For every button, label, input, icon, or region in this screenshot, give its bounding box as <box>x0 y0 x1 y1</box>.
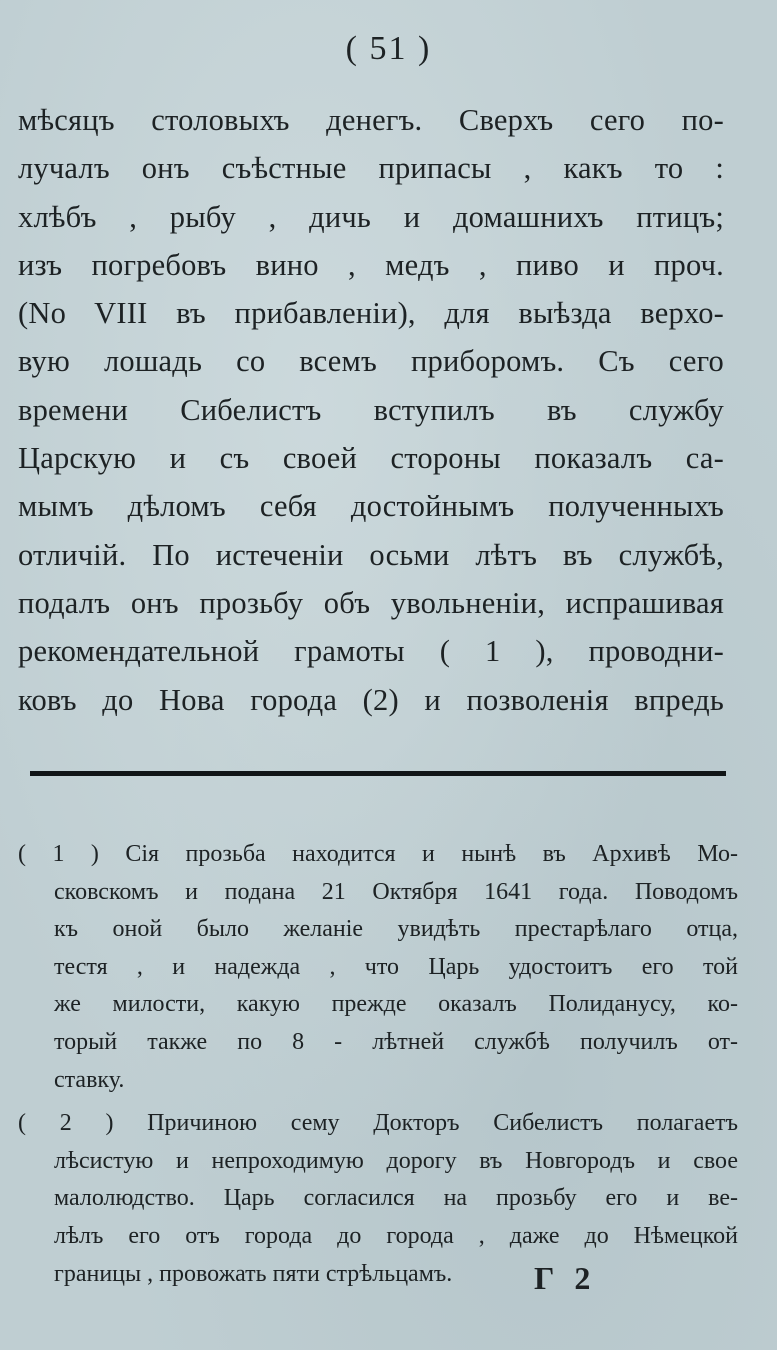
footnote-line: малолюдство. Царь согласился на прозьбу его и ве- <box>54 1185 738 1212</box>
footnote-line: ( 1 ) Сія прозьба находится и нынѣ въ Архивѣ Мо- <box>18 841 738 867</box>
page-number: ( 51 ) <box>345 30 432 67</box>
footnote-line: лѣлъ его отъ города до города , даже до Нѣмецкой <box>54 1222 738 1249</box>
footnote-line: лѣсистую и непроходимую дорогу въ Новгородъ и свое <box>54 1147 738 1174</box>
footnote-line: тестя , и надежда , что Царь удостоитъ его той <box>54 953 738 980</box>
footnote-2 <box>18 1105 738 1293</box>
main-text-line: мѣсяцъ столовыхъ денегъ. Сверхъ сего по- <box>18 103 724 137</box>
signature-mark: Г 2 <box>534 1260 597 1296</box>
footnote-line: ( 2 ) Причиною сему Докторъ Сибелистъ полагаетъ <box>18 1110 738 1137</box>
footnote-1 <box>18 836 738 1099</box>
main-text-line: времени Сибелистъ вступилъ въ службу <box>18 392 724 427</box>
main-text-line: изъ погребовъ вино , медъ , пиво и проч. <box>18 247 724 282</box>
main-text-line: (No VIII въ прибавленіи), для выѣзда верхо- <box>18 296 724 331</box>
footnote-line: ставку. <box>54 1066 125 1093</box>
main-text-line: отличій. По истеченіи осьми лѣтъ въ службѣ, <box>18 537 724 572</box>
footnote-line: границы , провожать пяти стрѣльцамъ. <box>54 1260 453 1287</box>
footnote-line: же милости, какую прежде оказалъ Полиданусу, ко- <box>54 991 738 1018</box>
footnote-line: торый также по 8 - лѣтней службѣ получилъ от- <box>54 1028 738 1055</box>
footnote-line: сковскомъ и подана 21 Октября 1641 года. Поводомъ <box>54 878 738 905</box>
main-text-line: хлѣбъ , рыбу , дичь и домашнихъ птицъ; <box>18 199 724 234</box>
main-text-line: ковъ до Нова города (2) и позволенія впредь <box>18 682 724 717</box>
main-text-line: вую лошадь со всемъ приборомъ. Съ сего <box>18 344 724 379</box>
main-text-block <box>18 96 724 724</box>
main-text-line: подалъ онъ прозьбу объ увольненіи, испрашивая <box>18 585 724 620</box>
footnote-divider <box>30 771 726 776</box>
main-text-line: лучалъ онъ съѣстные припасы , какъ то : <box>18 151 724 186</box>
main-text-line: мымъ дѣломъ себя достойнымъ полученныхъ <box>18 489 724 524</box>
main-text-line: рекомендательной грамоты ( 1 ), проводни- <box>18 634 724 669</box>
footnotes-block <box>18 836 738 1293</box>
footnote-line: къ оной было желаніе увидѣть престарѣлаго отца, <box>54 916 738 943</box>
main-text-line: Царскую и съ своей стороны показалъ са- <box>18 441 724 476</box>
